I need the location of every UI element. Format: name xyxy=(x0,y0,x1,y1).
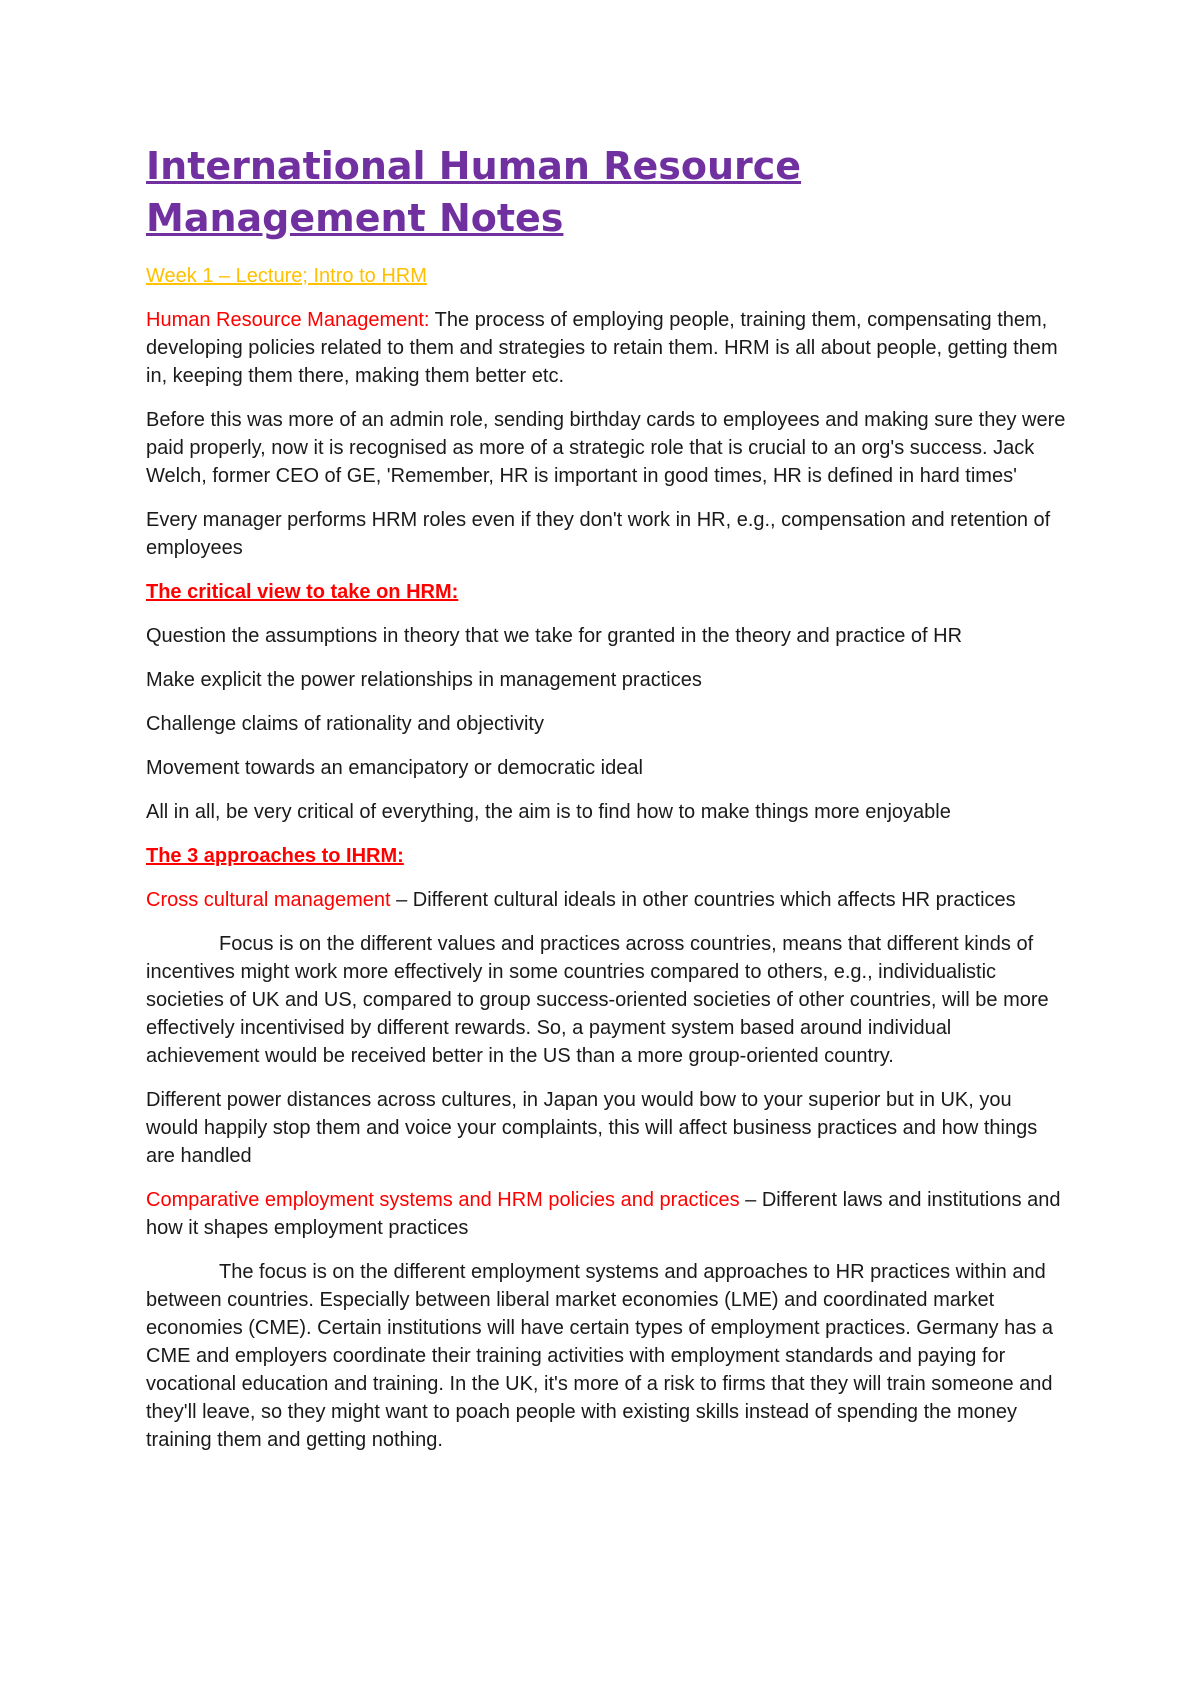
critical-view-point: Movement towards an emancipatory or democratic ideal xyxy=(146,757,643,779)
week-heading: Week 1 – Lecture; Intro to HRM xyxy=(146,265,427,287)
critical-view-point: Challenge claims of rationality and objectivity xyxy=(146,713,544,735)
comparative-detail: The focus is on the different employment systems and approaches to HR practices within and between countries. Especially between liberal market economies (LME) and coordinated market economies (CME). Certain institutions will have certain types of employment practices. Germany has a CME and employers coordinate their training activities with employment standards and paying for vocational education and training. In the UK, it's more of a risk to firms that they will train someone and they'll leave, so they might want to poach people with existing skills instead of spending the money training them and getting nothing. xyxy=(146,1261,1054,1451)
every-manager-paragraph: Every manager performs HRM roles even if they don't work in HR, e.g., compensation and retention of employees xyxy=(146,509,1051,559)
critical-view-point: All in all, be very critical of everything, the aim is to find how to make things more enjoyable xyxy=(146,801,951,823)
critical-view-point: Question the assumptions in theory that we take for granted in the theory and practice of HR xyxy=(146,625,963,647)
document-body xyxy=(146,140,1066,1470)
power-distance-paragraph: Different power distances across cultures, in Japan you would bow to your superior but in UK, you would happily stop them and voice your complaints, this will affect business practices and how things are handled xyxy=(146,1089,1038,1167)
approaches-heading: The 3 approaches to IHRM: xyxy=(146,845,404,867)
comparative-term: Comparative employment systems and HRM policies and practices xyxy=(146,1189,740,1211)
critical-view-heading: The critical view to take on HRM: xyxy=(146,581,459,603)
cross-cultural-term: Cross cultural management xyxy=(146,889,391,911)
admin-role-paragraph: Before this was more of an admin role, sending birthday cards to employees and making sure they were paid properly, now it is recognised as more of a strategic role that is crucial to an org's success. Jack Welch, former CEO of GE, 'Remember, HR is important in good times, HR is defined in hard times' xyxy=(146,409,1066,487)
page-title: International Human Resource Management Notes xyxy=(146,144,802,240)
hrm-definition-term: Human Resource Management: xyxy=(146,309,430,331)
critical-view-point: Make explicit the power relationships in management practices xyxy=(146,669,702,691)
cross-cultural-paragraph xyxy=(146,886,1066,914)
comparative-text: – Different laws and institutions and how it shapes employment practices xyxy=(146,1189,1061,1239)
hrm-definition-paragraph xyxy=(146,306,1066,390)
hrm-definition-text: The process of employing people, training them, compensating them, developing policies related to them and strategies to retain them. HRM is all about people, getting them in, keeping them there, making them better etc. xyxy=(146,309,1058,387)
comparative-paragraph xyxy=(146,1186,1066,1242)
cross-cultural-detail: Focus is on the different values and practices across countries, means that different kinds of incentives might work more effectively in some countries compared to others, e.g., individualistic societies of UK and US, compared to group success-oriented societies of other countries, will be more effectively incentivised by different rewards. So, a payment system based around individual achievement would be received better in the US than a more group-oriented country. xyxy=(146,933,1049,1067)
cross-cultural-text: – Different cultural ideals in other countries which affects HR practices xyxy=(390,889,1016,911)
